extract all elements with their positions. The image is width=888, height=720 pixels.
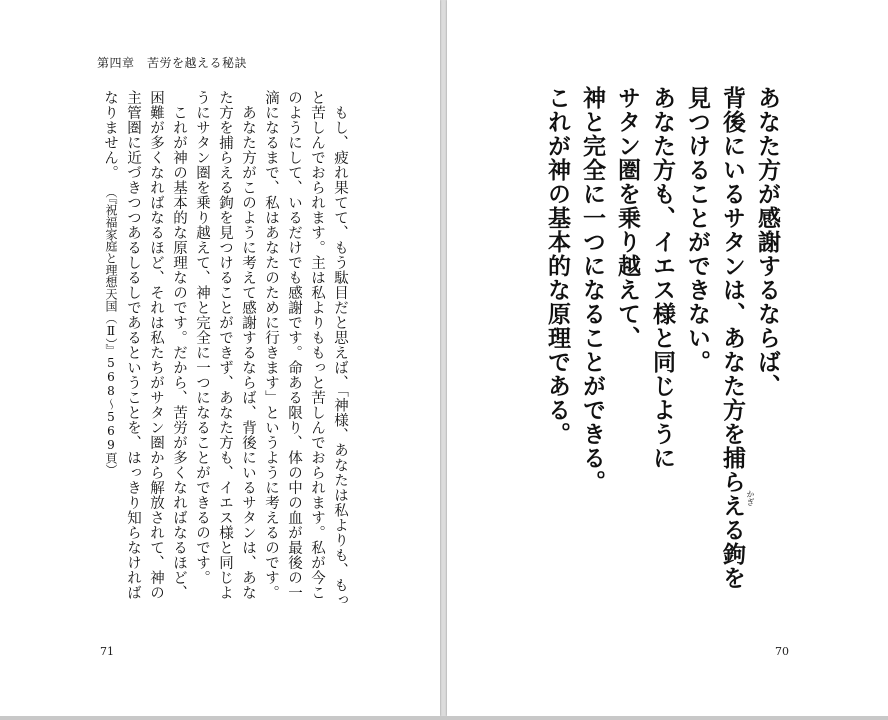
body-column: 滴になるまで、私はあなたのために行きます」というように考えるのです。 (263, 90, 279, 600)
page-bottom-edge (0, 716, 888, 720)
body-column: のようにして、いるだけでも感謝です。命ある限り、体の中の血が最後の一 (286, 90, 302, 600)
quote-column: これが神の基本的な原理である。 (544, 86, 570, 446)
body-column: 主管圏に近づきつつあるしるしであるということを、はっきり知らなければ (125, 90, 141, 600)
body-column: なりません。 (102, 90, 118, 180)
body-column: 困難が多くなればなるほど、それは私たちがサタン圏から解放されて、神の (148, 90, 164, 600)
quote-column: あなた方も、イエス様と同じように (649, 86, 675, 470)
quote-column: 神と完全に一つになることができる。 (579, 86, 605, 494)
page-number: 70 (775, 645, 789, 658)
citation: （『祝福家庭と理想天国（Ⅱ）』568〜569頁） (104, 186, 118, 476)
body-column: もし、疲れ果てて、もう駄目だと思えば、「神様、あなたは私よりも、もっ (332, 90, 348, 608)
quote-column: 背後にいるサタンは、あなた方を捕らえる鉤を (719, 86, 745, 590)
quote-column: サタン圏を乗り越えて、 (614, 86, 640, 350)
body-column: と苦しんでおられます。主は私よりももっと苦しんでおられます。私が今こ (309, 90, 325, 600)
right-page (447, 0, 888, 716)
ruby-annotation: かぎ (746, 490, 755, 506)
page-number: 71 (100, 645, 114, 658)
quote-column: 見つけることができない。 (684, 86, 710, 374)
body-column: これが神の基本的な原理なのです。だから、苦労が多くなればなるほど、 (171, 90, 187, 600)
body-column: た方を捕らえる鉤を見つけることができず、あなた方も、イエス様と同じよ (217, 90, 233, 600)
body-column: うにサタン圏を乗り越えて、神と完全に一つになることができるのです。 (194, 90, 210, 585)
body-column: あなた方がこのように考えて感謝するならば、背後にいるサタンは、あな (240, 90, 256, 600)
chapter-header: 第四章 苦労を越える秘訣 (97, 56, 248, 70)
quote-column: あなた方が感謝するならば、 (754, 86, 780, 398)
left-page (0, 0, 440, 716)
